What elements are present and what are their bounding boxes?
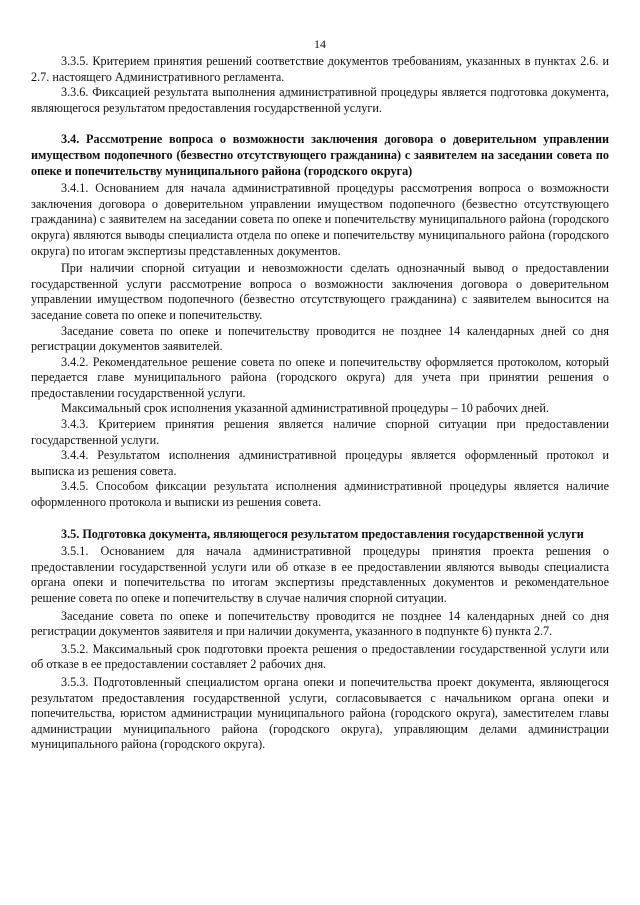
page-number: 14 bbox=[314, 37, 326, 51]
paragraph-3-4-1: 3.4.1. Основанием для начала административной процедуры рассмотрения вопроса о возможности заключения договора о доверительном управлении имуществом подопечного (безвестно отсутствующего гражданина) с заявителем на заседании совета по опеке и попечительству муниципального района (городского округа) являются выводы специалиста отдела по опеке и попечительству муниципального района (городского округа) по итогам экспертизы представленных документов. bbox=[31, 181, 609, 258]
paragraph-3-4-2: 3.4.2. Рекомендательное решение совета по опеке и попечительству оформляется протоколом, который передается главе муниципального района (городского округа) для учета при принятии решения о предоставлении государственной услуги. bbox=[31, 354, 609, 400]
section-heading-3-4: 3.4. Рассмотрение вопроса о возможности заключения договора о доверительном управлении имуществом подопечного (безвестно отсутствующего гражданина) с заявителем на заседании совета по опеке и попечительству муниципального района (городского округа) bbox=[31, 132, 609, 178]
paragraph-3-4-1-disputed-situation: При наличии спорной ситуации и невозможности сделать однозначный вывод о предоставлении государственной услуги рассмотрение вопроса о возможности заключения договора о доверительном управлении имуществом подопечного (безвестно отсутствующего гражданина) с заявителем выносится на заседание совета по опеке и попечительству. bbox=[31, 261, 609, 322]
paragraph-3-4-4: 3.4.4. Результатом исполнения административной процедуры является оформленный протокол и выписка из решения совета. bbox=[31, 448, 609, 478]
section-heading-3-5: 3.5. Подготовка документа, являющегося результатом предоставления государственной услуги bbox=[61, 526, 584, 541]
paragraph-3-4-3: 3.4.3. Критерием принятия решения является наличие спорной ситуации при предоставлении государственной услуги. bbox=[31, 417, 609, 447]
paragraph-3-5-1: 3.5.1. Основанием для начала административной процедуры принятия проекта решения о предоставлении государственной услуги или об отказе в ее предоставлении являются выводы специалиста органа опеки и попечительства по итогам экспертизы представленных документов и рекомендательное решение совета по опеке и попечительству в случае наличия спорной ситуации. bbox=[31, 544, 609, 605]
paragraph-3-5-1-council-meeting: Заседание совета по опеке и попечительству проводится не позднее 14 календарных дней со дня регистрации документов заявителя и при наличии документа, указанного в подпункте 6) пункта 2.7. bbox=[31, 608, 609, 639]
paragraph-3-5-2: 3.5.2. Максимальный срок подготовки проекта решения о предоставлении государственной услуги или об отказе в ее предоставлении составляет 2 рабочих дня. bbox=[31, 641, 609, 672]
paragraph-3-3-6: 3.3.6. Фиксацией результата выполнения административной процедуры является подготовка документа, являющегося результатом предоставления государственной услуги. bbox=[31, 85, 609, 115]
paragraph-3-4-1-council-meeting: Заседание совета по опеке и попечительству проводится не позднее 14 календарных дней со дня регистрации документов заявителей. bbox=[31, 323, 609, 354]
paragraph-3-4-2-max-term: Максимальный срок исполнения указанной административной процедуры – 10 рабочих дней. bbox=[61, 401, 549, 416]
paragraph-3-3-5: 3.3.5. Критерием принятия решений соответствие документов требованиям, указанных в пунктах 2.6. и 2.7. настоящего Административного регламента. bbox=[31, 54, 609, 84]
paragraph-3-4-5: 3.4.5. Способом фиксации результата исполнения административной процедуры является наличие оформленного протокола и выписки из решения совета. bbox=[31, 479, 609, 510]
paragraph-3-5-3: 3.5.3. Подготовленный специалистом органа опеки и попечительства проект документа, являющегося результатом предоставления государственной услуги, согласовывается с начальником органа опеки и попечительства, юристом администрации муниципального района (городского округа), заместителем главы администрации муниципального района (городского округа), управляющим делами администрации муниципального района (городского округа). bbox=[31, 674, 609, 752]
document-body bbox=[31, 54, 609, 753]
